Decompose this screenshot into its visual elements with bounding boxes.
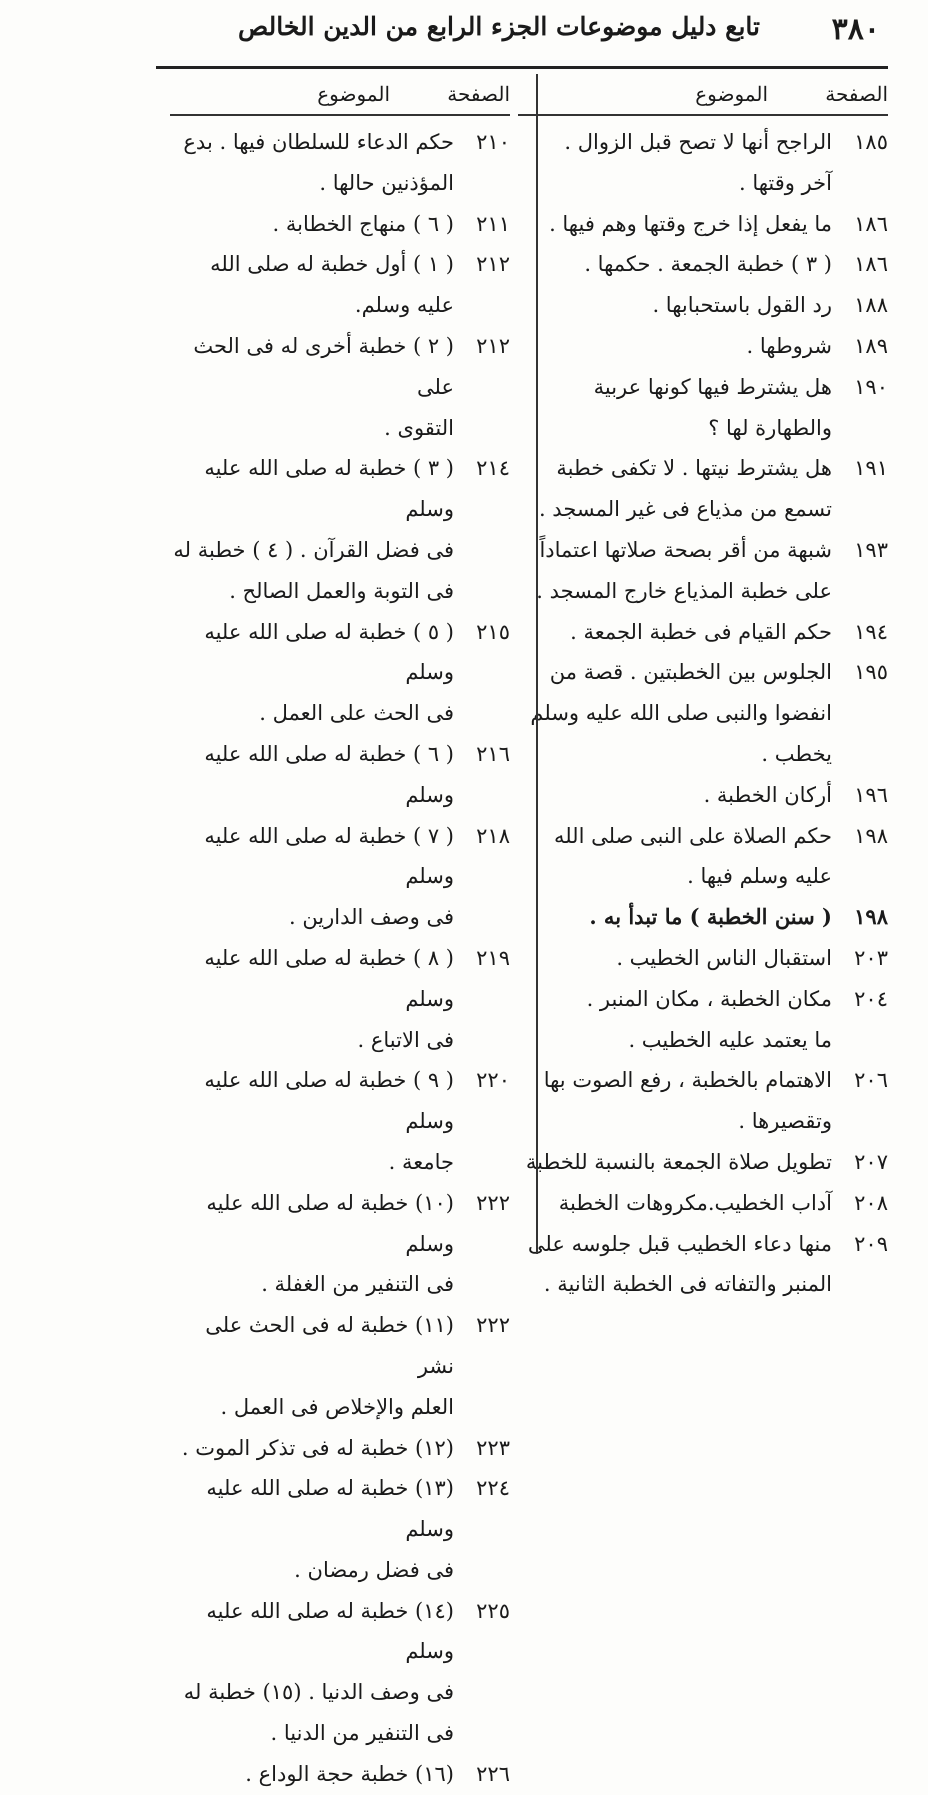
entry-topic: ما يفعل إذا خرج وقتها وهم فيها . [549, 211, 832, 236]
entry-topic: (١١) خطبة له فى الحث على نشر العلم والإخلاص فى العمل . [205, 1313, 454, 1419]
header-page-label: الصفحة [447, 82, 510, 106]
entry-page-number: ٢٢٥ [476, 1598, 510, 1623]
index-entry [518, 938, 888, 979]
entry-page-number: ١٩٠ [854, 374, 888, 399]
column-header [170, 74, 510, 114]
entry-page-number: ٢٠٨ [854, 1190, 888, 1215]
index-entry [170, 816, 510, 938]
entry-topic: ( ٦ ) منهاج الخطابة . [272, 211, 454, 236]
entry-topic: آداب الخطيب.مكروهات الخطبة [558, 1190, 832, 1215]
entry-topic: ( ٦ ) خطبة له صلى الله عليه وسلم [204, 741, 454, 807]
entry-page-number: ١٨٦ [854, 211, 888, 236]
index-entry [170, 1060, 510, 1182]
entry-page-number: ١٨٦ [854, 252, 888, 277]
entry-topic: (١٣) خطبة له صلى الله عليه وسلم فى فضل رمضان . [206, 1476, 454, 1582]
index-entry [170, 938, 510, 1060]
entry-page-number: ٢٢٤ [476, 1476, 510, 1501]
entry-topic: مكان الخطبة ، مكان المنبر . ما يعتمد عليه الخطيب . [586, 986, 832, 1052]
entry-page-number: ٢١١ [476, 211, 510, 236]
index-entry [518, 775, 888, 816]
entry-page-number: ١٩٥ [854, 660, 888, 685]
entry-page-number: ٢١٢ [476, 252, 510, 277]
entry-page-number: ١٩٤ [854, 619, 888, 644]
entry-page-number: ١٨٨ [854, 293, 888, 318]
index-entry [518, 204, 888, 245]
entry-page-number: ٢١٢ [476, 333, 510, 358]
entry-page-number: ٢١٦ [476, 741, 510, 766]
entry-topic: ( ٥ ) خطبة له صلى الله عليه وسلم فى الحث على العمل . [204, 619, 454, 726]
entry-topic: (١٦) خطبة حجة الوداع . [245, 1761, 454, 1786]
entry-topic: استقبال الناس الخطيب . [616, 945, 832, 970]
entry-topic: ( ٧ ) خطبة له صلى الله عليه وسلم فى وصف الدارين . [204, 823, 454, 930]
index-entry [518, 530, 888, 612]
entry-page-number: ٢٢٢ [476, 1190, 510, 1215]
index-entry [170, 734, 510, 816]
index-entry [518, 326, 888, 367]
entry-topic: ( ٢ ) خطبة أخرى له فى الحث على التقوى . [193, 333, 454, 440]
header-topic-label: الموضوع [695, 82, 768, 106]
index-entry [518, 285, 888, 326]
index-entry [170, 204, 510, 245]
entry-topic: ( ٣ ) خطبة له صلى الله عليه وسلم فى فضل القرآن . ( ٤ ) خطبة له فى التوبة والعمل الصالح . [173, 456, 454, 603]
entry-page-number: ١٩١ [854, 456, 888, 481]
index-entry [518, 652, 888, 774]
entry-topic: حكم القيام فى خطبة الجمعة . [570, 619, 832, 644]
index-entry [518, 1060, 888, 1142]
index-entry [170, 1305, 510, 1427]
entry-topic: الراجح أنها لا تصح قبل الزوال . آخر وقتها . [564, 130, 832, 195]
index-entry [518, 244, 888, 285]
entry-topic: شبهة من أقر بصحة صلاتها اعتماداً على خطبة المذياع خارج المسجد . [536, 537, 832, 603]
entry-topic: حكم الدعاء للسلطان فيها . بدع المؤذنين حالها . [183, 130, 454, 195]
index-entry [518, 448, 888, 530]
entry-page-number: ٢٢٢ [476, 1313, 510, 1338]
entry-page-number: ٢٢٣ [476, 1435, 510, 1460]
entry-topic: شروطها . [746, 333, 832, 358]
index-column-right [518, 74, 888, 1305]
index-entry [518, 1224, 888, 1306]
column-header-rule [170, 114, 510, 116]
entry-page-number: ٢٠٦ [854, 1068, 888, 1093]
entry-page-number: ١٩٣ [854, 537, 888, 562]
index-entry [518, 1183, 888, 1224]
index-entry [518, 897, 888, 938]
entry-page-number: ٢٠٤ [854, 986, 888, 1011]
column-header [518, 74, 888, 114]
entry-topic: (١٢) خطبة له فى تذكر الموت . [181, 1435, 454, 1460]
entry-page-number: ٢١٥ [476, 619, 510, 644]
index-entry [170, 1183, 510, 1305]
index-entry [170, 1591, 510, 1754]
index-column-left [170, 74, 510, 1795]
entry-page-number: ٢١٤ [476, 456, 510, 481]
entry-page-number: ١٨٩ [854, 333, 888, 358]
entry-topic: ( ١ ) أول خطبة له صلى الله عليه وسلم. [210, 252, 454, 318]
entry-page-number: ١٩٨ [854, 904, 888, 930]
running-head: تابع دليل موضوعات الجزء الرابع من الدين الخالص [238, 12, 760, 41]
entry-topic: ( ٨ ) خطبة له صلى الله عليه وسلم فى الاتباع . [204, 945, 454, 1052]
entry-page-number: ٢١٨ [476, 823, 510, 848]
entry-list [518, 122, 888, 1305]
entry-topic: أركان الخطبة . [703, 782, 832, 807]
index-entry [170, 1754, 510, 1795]
column-header-rule [518, 114, 888, 116]
entry-page-number: ١٩٨ [854, 823, 888, 848]
header-page-label: الصفحة [825, 82, 888, 106]
index-entry [170, 1468, 510, 1590]
index-entry [170, 244, 510, 326]
index-entry [170, 612, 510, 734]
entry-topic: هل يشترط فيها كونها عربية والطهارة لها ؟ [593, 374, 832, 440]
entry-topic: ( ٩ ) خطبة له صلى الله عليه وسلم جامعة . [204, 1068, 454, 1174]
index-entry [518, 612, 888, 653]
entry-page-number: ٢٢٦ [476, 1761, 510, 1786]
entry-page-number: ١٨٥ [854, 130, 888, 154]
entry-page-number: ٢١٠ [476, 130, 510, 154]
entry-topic: حكم الصلاة على النبى صلى الله عليه وسلم فيها . [553, 823, 832, 889]
entry-topic: رد القول باستحبابها . [652, 293, 832, 318]
index-entry [518, 979, 888, 1061]
index-entry [518, 367, 888, 449]
header-rule [156, 66, 888, 69]
index-entry [518, 122, 888, 204]
entry-topic: هل يشترط نيتها . لا تكفى خطبة تسمع من مذياع فى غير المسجد . [538, 456, 832, 522]
entry-topic: منها دعاء الخطيب قبل جلوسه على المنبر والتفاته فى الخطبة الثانية . [527, 1231, 832, 1297]
entry-list [170, 122, 510, 1795]
entry-topic: ( سنن الخطبة ) ما تبدأ به . [589, 904, 832, 930]
entry-page-number: ٢٠٩ [854, 1231, 888, 1256]
header-topic-label: الموضوع [317, 82, 390, 106]
entry-topic: ( ٣ ) خطبة الجمعة . حكمها . [584, 252, 832, 277]
entry-topic: الجلوس بين الخطبتين . قصة من انفضوا والنبى صلى الله عليه وسلم يخطب . [530, 660, 832, 766]
entry-page-number: ٢٠٧ [854, 1149, 888, 1174]
entry-topic: الاهتمام بالخطبة ، رفع الصوت بها وتقصيرها . [543, 1068, 832, 1134]
index-entry [518, 816, 888, 898]
entry-page-number: ٢١٩ [476, 945, 510, 970]
entry-topic: (١٠) خطبة له صلى الله عليه وسلم فى التنفير من الغفلة . [206, 1190, 454, 1297]
page-number: ٣٨٠ [831, 12, 880, 47]
entry-page-number: ٢٢٠ [476, 1068, 510, 1093]
entry-topic: تطويل صلاة الجمعة بالنسبة للخطبة [525, 1149, 832, 1174]
index-entry [170, 1428, 510, 1469]
index-entry [170, 448, 510, 611]
index-entry [518, 1142, 888, 1183]
index-entry [170, 122, 510, 204]
index-entry [170, 326, 510, 448]
entry-page-number: ٢٠٣ [854, 945, 888, 970]
entry-page-number: ١٩٦ [854, 782, 888, 807]
entry-topic: (١٤) خطبة له صلى الله عليه وسلم فى وصف الدنيا . (١٥) خطبة له فى التنفير من الدنيا . [183, 1598, 454, 1746]
column-divider [536, 74, 538, 1254]
